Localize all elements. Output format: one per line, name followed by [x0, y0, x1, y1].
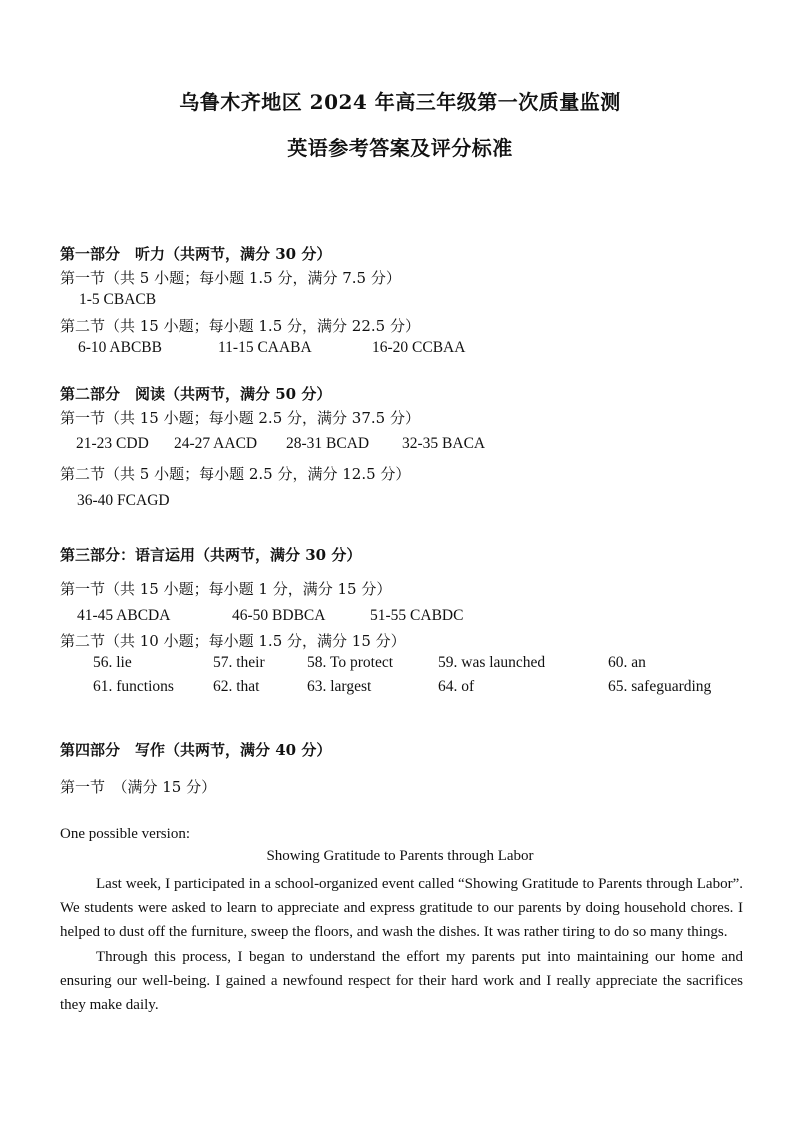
answer-item: 56. lie	[93, 654, 132, 671]
part1-section2-label: 第二节（共 15 小题；每小题 1.5 分，满分 22.5 分）	[60, 317, 420, 335]
page-subtitle: 英语参考答案及评分标准	[287, 136, 513, 160]
answer-item: 60. an	[608, 654, 646, 671]
essay-paragraph: Through this process, I began to understand the effort my parents put into maintaining our home and ensuring our well-being. I gained a newfound respect for their hard work and I really appreciate the sacrifices they make daily.	[60, 948, 743, 1014]
part3-heading: 第三部分：语言运用（共两节，满分 30 分）	[60, 546, 362, 564]
answer-item: 63. largest	[307, 678, 372, 695]
answer-item: 64. of	[438, 678, 475, 695]
answer-group: 11-15 CAABA	[218, 339, 312, 356]
part3-section2-label: 第二节（共 10 小题；每小题 1.5 分，满分 15 分）	[60, 632, 406, 650]
part3-section2-answers-row2	[0, 678, 800, 700]
answer-group: 41-45 ABCDA	[77, 607, 171, 624]
part3-section2-answers-row1	[0, 654, 800, 676]
answer-group: 46-50 BDBCA	[232, 607, 326, 624]
part2-section2-answers: 36-40 FCAGD	[77, 492, 170, 509]
part1-section2-answers	[0, 339, 800, 361]
answer-group: 24-27 AACD	[174, 435, 258, 452]
part4-section1-label: 第一节 （满分 15 分）	[60, 778, 217, 796]
answer-group: 51-55 CABDC	[370, 607, 464, 624]
part1-section1-answers: 1-5 CBACB	[79, 291, 157, 308]
page-title: 乌鲁木齐地区 2024 年高三年级第一次质量监测	[179, 90, 621, 114]
part3-section1-answers	[0, 607, 800, 629]
answer-group: 6-10 ABCBB	[78, 339, 162, 356]
answer-group: 16-20 CCBAA	[372, 339, 466, 356]
essay-intro: One possible version:	[60, 826, 190, 842]
essay-paragraph: Last week, I participated in a school-organized event called “Showing Gratitude to Parents through Labor”. We students were asked to learn to appreciate and express gratitude to our parents by doing household chores. I helped to dust off the furniture, sweep the floors, and wash the dishes. It was rather tiring to do so many things.	[60, 876, 743, 941]
part1-section1-label: 第一节（共 5 小题；每小题 1.5 分，满分 7.5 分）	[60, 269, 401, 287]
answer-group: 21-23 CDD	[76, 435, 149, 452]
answer-item: 65. safeguarding	[608, 678, 712, 695]
part2-section1-label: 第一节（共 15 小题；每小题 2.5 分，满分 37.5 分）	[60, 409, 420, 427]
essay-body	[60, 872, 743, 1017]
part3-section1-label: 第一节（共 15 小题；每小题 1 分，满分 15 分）	[60, 580, 392, 598]
part4-heading: 第四部分 写作（共两节，满分 40 分）	[60, 741, 332, 759]
answer-item: 62. that	[213, 678, 260, 695]
essay-title: Showing Gratitude to Parents through Labor	[266, 848, 534, 864]
part2-section2-label: 第二节（共 5 小题；每小题 2.5 分，满分 12.5 分）	[60, 465, 411, 483]
part1-heading: 第一部分 听力（共两节，满分 30 分）	[60, 245, 332, 263]
part2-section1-answers	[0, 435, 800, 457]
answer-item: 61. functions	[93, 678, 174, 695]
answer-item: 57. their	[213, 654, 265, 671]
part2-heading: 第二部分 阅读（共两节，满分 50 分）	[60, 385, 332, 403]
answer-item: 58. To protect	[307, 654, 394, 671]
answer-item: 59. was launched	[438, 654, 546, 671]
answer-group: 32-35 BACA	[402, 435, 486, 452]
answer-group: 28-31 BCAD	[286, 435, 370, 452]
